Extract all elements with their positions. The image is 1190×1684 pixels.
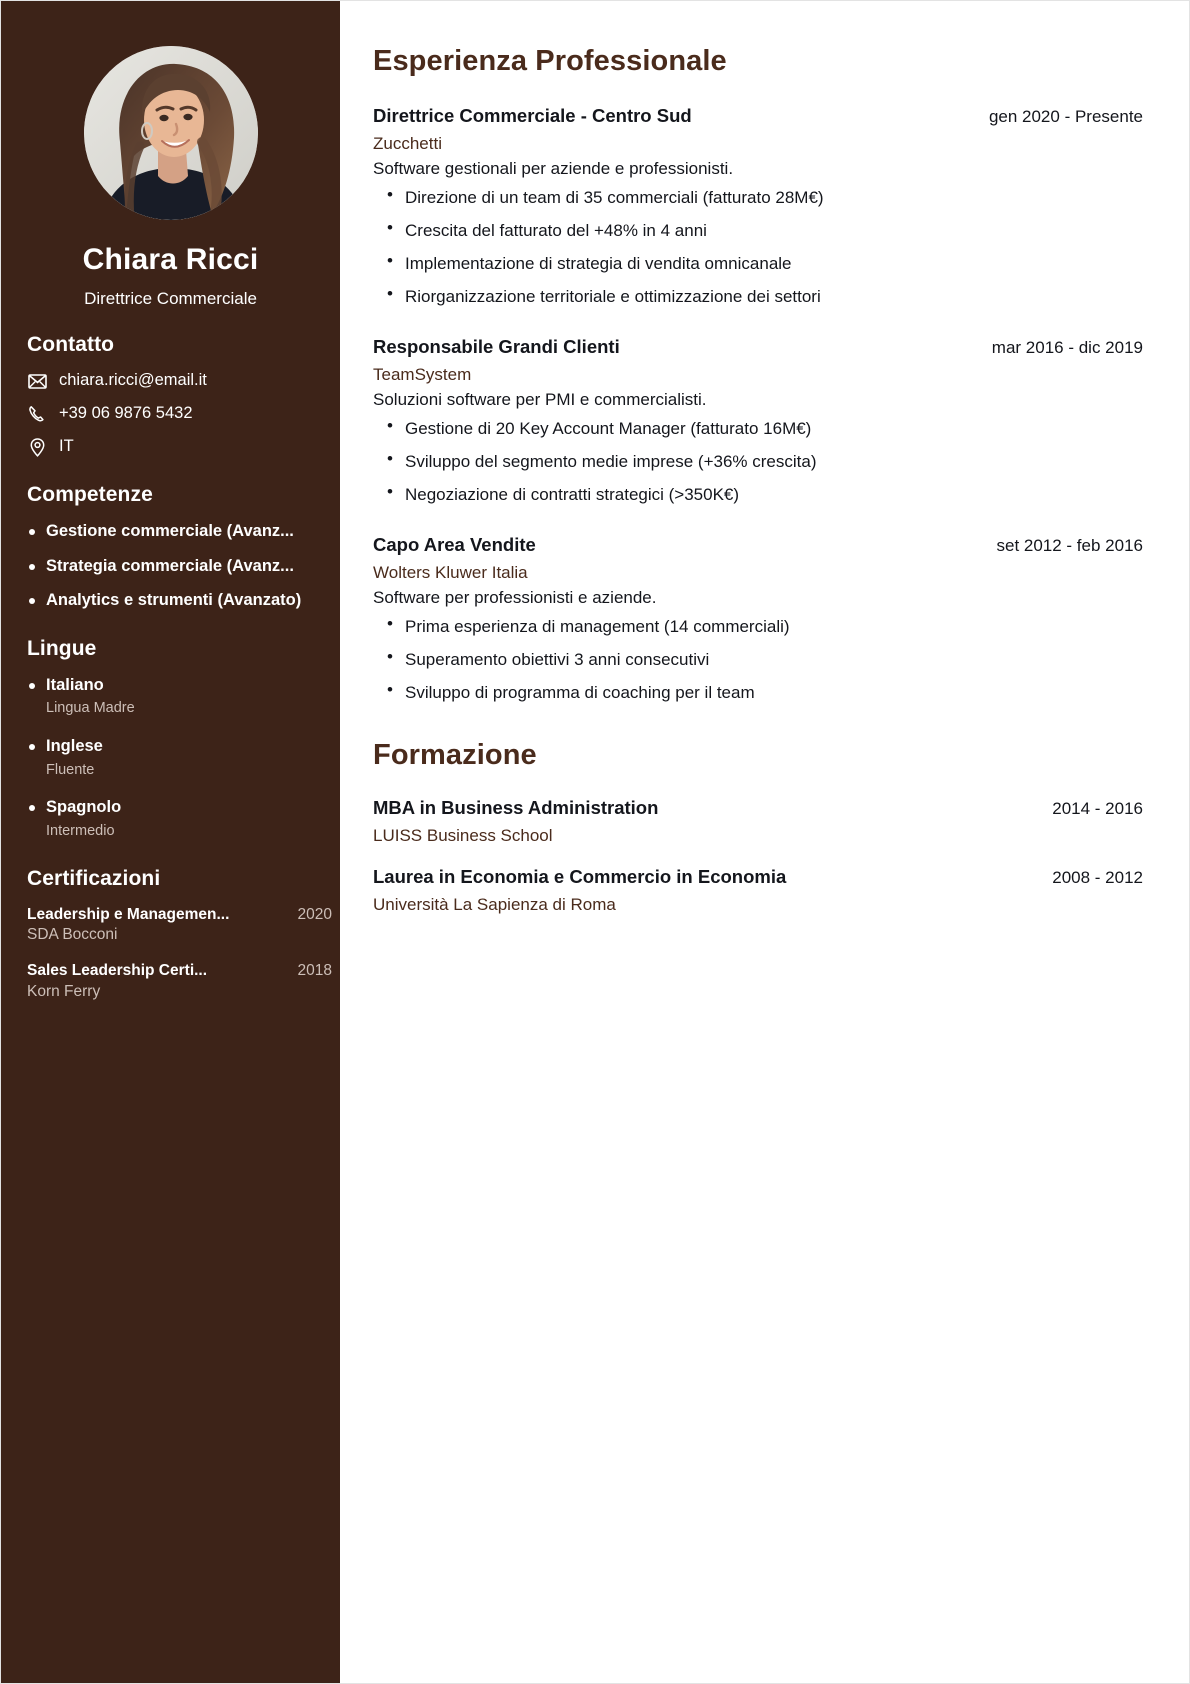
language-level: Fluente (46, 761, 95, 778)
main-content (340, 1, 1189, 1683)
language-item (27, 675, 318, 718)
job-bullet: • Sviluppo di programma di coaching per il team (373, 682, 1143, 705)
contact-section (1, 333, 340, 457)
job-bullet: • Sviluppo del segmento medie imprese (+36% crescita) (373, 451, 1143, 474)
job-title: Capo Area Vendite (373, 533, 536, 555)
job-bullet: • Implementazione di strategia di vendita omnicanale (373, 253, 1143, 276)
avatar-container (1, 1, 340, 220)
experience-entry (373, 104, 1143, 309)
certification-year: 2018 (297, 962, 332, 980)
contact-location-value: IT (59, 437, 74, 456)
phone-icon (27, 404, 47, 424)
location-pin-icon (27, 437, 47, 457)
certification-name: Leadership e Managemen... (27, 905, 230, 923)
languages-section (1, 637, 340, 841)
job-description: Software gestionali per aziende e professionisti. (373, 159, 734, 179)
job-company: TeamSystem (373, 364, 472, 384)
person-role: Direttrice Commerciale (84, 289, 257, 308)
skill-item: Analytics e strumenti (Avanzato) (27, 590, 318, 611)
education-school: Università La Sapienza di Roma (373, 895, 616, 915)
job-dates: mar 2016 - dic 2019 (991, 337, 1143, 357)
education-entry (373, 796, 1143, 847)
education-entry (373, 865, 1143, 916)
education-years: 2008 - 2012 (1052, 867, 1143, 887)
job-bullets (373, 616, 1143, 705)
job-bullets (373, 187, 1143, 309)
languages-heading: Lingue (27, 636, 97, 660)
education-years: 2014 - 2016 (1052, 798, 1143, 818)
contact-email[interactable] (27, 371, 318, 391)
skills-heading: Competenze (27, 483, 153, 506)
job-dates: gen 2020 - Presente (988, 107, 1143, 126)
email-icon (27, 371, 47, 391)
languages-list (27, 675, 318, 841)
job-bullet: • Direzione di un team di 35 commerciali (fatturato 28M€) (373, 187, 1143, 210)
job-company: Zucchetti (373, 134, 442, 154)
job-bullets (373, 418, 1143, 507)
job-dates: set 2012 - feb 2016 (996, 535, 1143, 555)
certification-item (27, 961, 332, 1002)
job-bullet: • Prima esperienza di management (14 commerciali) (373, 616, 1143, 639)
job-bullet: • Crescita del fatturato del +48% in 4 anni (373, 220, 1143, 243)
skill-item: Gestione commerciale (Avanz... (27, 521, 318, 542)
job-description: Software per professionisti e aziende. (373, 588, 657, 607)
job-title: Direttrice Commerciale - Centro Sud (373, 105, 692, 126)
experience-entry (373, 335, 1143, 507)
certifications-section (1, 867, 340, 1002)
education-degree: MBA in Business Administration (373, 796, 659, 818)
contact-phone[interactable] (27, 404, 318, 424)
certification-year: 2020 (297, 905, 332, 923)
job-bullet: • Superamento obiettivi 3 anni consecutivi (373, 649, 1143, 672)
education-degree: Laurea in Economia e Commercio in Economia (373, 865, 787, 887)
certification-item (27, 905, 332, 946)
language-name: Spagnolo (46, 798, 122, 817)
certification-name: Sales Leadership Certi... (27, 962, 208, 980)
job-company: Wolters Kluwer Italia (373, 562, 528, 582)
contact-phone-value: +39 06 9876 5432 (59, 404, 193, 423)
contact-location[interactable] (27, 437, 318, 457)
contact-heading: Contatto (27, 333, 115, 356)
skill-item: Strategia commerciale (Avanz... (27, 556, 318, 577)
job-bullet: • Negoziazione di contratti strategici (>350K€) (373, 484, 1143, 507)
certification-issuer: SDA Bocconi (27, 926, 118, 944)
job-bullet: • Riorganizzazione territoriale e ottimizzazione dei settori (373, 286, 1143, 309)
language-level: Lingua Madre (46, 700, 135, 717)
language-name: Italiano (46, 675, 104, 694)
language-item (27, 736, 318, 779)
job-bullet: • Gestione di 20 Key Account Manager (fatturato 16M€) (373, 418, 1143, 441)
language-item (27, 797, 318, 840)
certifications-heading: Certificazioni (27, 866, 161, 890)
sidebar (1, 1, 340, 1683)
language-name: Inglese (46, 737, 103, 756)
skills-list (27, 521, 318, 611)
avatar (84, 46, 258, 220)
contact-email-value: chiara.ricci@email.it (59, 371, 207, 390)
skills-section (1, 483, 340, 611)
education-school: LUISS Business School (373, 825, 553, 845)
education-heading: Formazione (373, 738, 537, 771)
language-level: Intermedio (46, 822, 115, 839)
experience-heading: Esperienza Professionale (373, 45, 727, 77)
person-name: Chiara Ricci (82, 243, 259, 276)
job-title: Responsabile Grandi Clienti (373, 335, 620, 357)
experience-entry (373, 533, 1143, 705)
certification-issuer: Korn Ferry (27, 982, 101, 1000)
job-description: Soluzioni software per PMI e commercialisti. (373, 390, 707, 410)
